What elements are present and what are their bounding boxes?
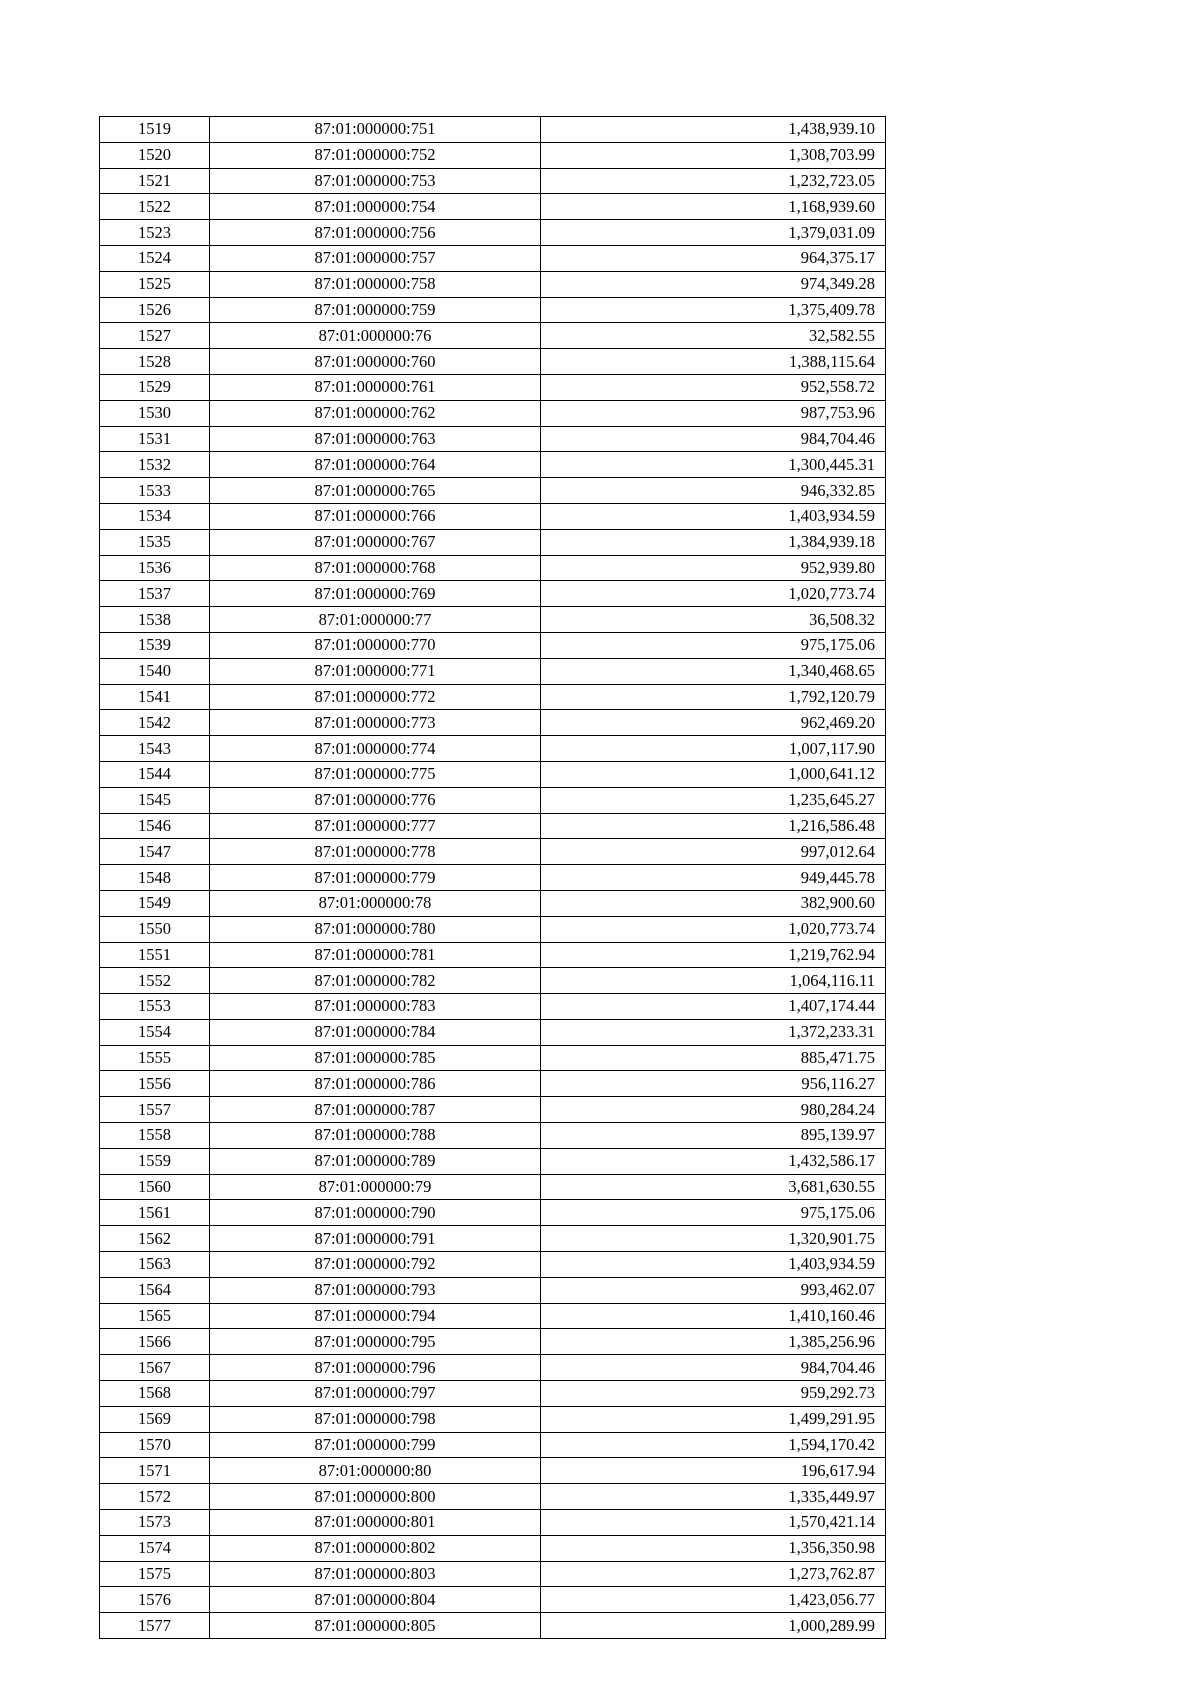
row-number-cell: 1577 <box>100 1613 210 1639</box>
cadastral-number-cell: 87:01:000000:754 <box>210 194 541 220</box>
table-row <box>100 323 886 349</box>
cadastral-value-cell: 1,020,773.74 <box>541 916 886 942</box>
cadastral-number-cell: 87:01:000000:759 <box>210 297 541 323</box>
row-number-cell: 1547 <box>100 839 210 865</box>
cadastral-value-cell: 1,372,233.31 <box>541 1019 886 1045</box>
cadastral-number-cell: 87:01:000000:781 <box>210 942 541 968</box>
row-number-cell: 1551 <box>100 942 210 968</box>
cadastral-value-cell: 952,939.80 <box>541 555 886 581</box>
cadastral-number-cell: 87:01:000000:76 <box>210 323 541 349</box>
row-number-cell: 1576 <box>100 1587 210 1613</box>
cadastral-number-cell: 87:01:000000:760 <box>210 349 541 375</box>
table-row <box>100 994 886 1020</box>
cadastral-value-cell: 382,900.60 <box>541 890 886 916</box>
row-number-cell: 1520 <box>100 142 210 168</box>
table-row <box>100 503 886 529</box>
row-number-cell: 1540 <box>100 658 210 684</box>
table-body <box>100 117 886 1639</box>
table-row <box>100 1406 886 1432</box>
row-number-cell: 1565 <box>100 1303 210 1329</box>
row-number-cell: 1538 <box>100 607 210 633</box>
table-row <box>100 813 886 839</box>
cadastral-value-cell: 196,617.94 <box>541 1458 886 1484</box>
cadastral-value-cell: 1,340,468.65 <box>541 658 886 684</box>
cadastral-number-cell: 87:01:000000:805 <box>210 1613 541 1639</box>
cadastral-value-cell: 997,012.64 <box>541 839 886 865</box>
row-number-cell: 1569 <box>100 1406 210 1432</box>
row-number-cell: 1526 <box>100 297 210 323</box>
row-number-cell: 1552 <box>100 968 210 994</box>
cadastral-number-cell: 87:01:000000:788 <box>210 1123 541 1149</box>
row-number-cell: 1535 <box>100 529 210 555</box>
cadastral-number-cell: 87:01:000000:751 <box>210 117 541 143</box>
cadastral-value-cell: 1,219,762.94 <box>541 942 886 968</box>
cadastral-number-cell: 87:01:000000:804 <box>210 1587 541 1613</box>
row-number-cell: 1541 <box>100 684 210 710</box>
table-row <box>100 865 886 891</box>
cadastral-value-cell: 1,000,289.99 <box>541 1613 886 1639</box>
cadastral-value-cell: 959,292.73 <box>541 1381 886 1407</box>
row-number-cell: 1563 <box>100 1252 210 1278</box>
cadastral-value-cell: 1,020,773.74 <box>541 581 886 607</box>
table-row <box>100 220 886 246</box>
table-row <box>100 478 886 504</box>
row-number-cell: 1525 <box>100 271 210 297</box>
cadastral-number-cell: 87:01:000000:763 <box>210 426 541 452</box>
row-number-cell: 1522 <box>100 194 210 220</box>
table-row <box>100 452 886 478</box>
table-row <box>100 658 886 684</box>
row-number-cell: 1555 <box>100 1045 210 1071</box>
cadastral-number-cell: 87:01:000000:797 <box>210 1381 541 1407</box>
cadastral-number-cell: 87:01:000000:766 <box>210 503 541 529</box>
cadastral-value-cell: 1,792,120.79 <box>541 684 886 710</box>
table-row <box>100 684 886 710</box>
cadastral-number-cell: 87:01:000000:769 <box>210 581 541 607</box>
table-row <box>100 1484 886 1510</box>
table-row <box>100 839 886 865</box>
cadastral-number-cell: 87:01:000000:765 <box>210 478 541 504</box>
table-row <box>100 374 886 400</box>
table-row <box>100 1355 886 1381</box>
cadastral-value-cell: 975,175.06 <box>541 632 886 658</box>
cadastral-value-cell: 1,216,586.48 <box>541 813 886 839</box>
row-number-cell: 1546 <box>100 813 210 839</box>
cadastral-value-cell: 993,462.07 <box>541 1277 886 1303</box>
row-number-cell: 1566 <box>100 1329 210 1355</box>
table-row <box>100 1200 886 1226</box>
cadastral-value-cell: 1,403,934.59 <box>541 503 886 529</box>
cadastral-number-cell: 87:01:000000:777 <box>210 813 541 839</box>
cadastral-value-cell: 1,000,641.12 <box>541 761 886 787</box>
cadastral-number-cell: 87:01:000000:801 <box>210 1510 541 1536</box>
cadastral-number-cell: 87:01:000000:761 <box>210 374 541 400</box>
cadastral-number-cell: 87:01:000000:775 <box>210 761 541 787</box>
row-number-cell: 1572 <box>100 1484 210 1510</box>
row-number-cell: 1530 <box>100 400 210 426</box>
cadastral-number-cell: 87:01:000000:772 <box>210 684 541 710</box>
table-row <box>100 1097 886 1123</box>
row-number-cell: 1562 <box>100 1226 210 1252</box>
table-row <box>100 1071 886 1097</box>
cadastral-number-cell: 87:01:000000:793 <box>210 1277 541 1303</box>
row-number-cell: 1542 <box>100 710 210 736</box>
row-number-cell: 1548 <box>100 865 210 891</box>
cadastral-number-cell: 87:01:000000:758 <box>210 271 541 297</box>
cadastral-number-cell: 87:01:000000:802 <box>210 1535 541 1561</box>
table-row <box>100 1148 886 1174</box>
cadastral-value-cell: 952,558.72 <box>541 374 886 400</box>
cadastral-value-cell: 1,320,901.75 <box>541 1226 886 1252</box>
row-number-cell: 1537 <box>100 581 210 607</box>
row-number-cell: 1568 <box>100 1381 210 1407</box>
table-row <box>100 245 886 271</box>
table-row <box>100 271 886 297</box>
table-row <box>100 1123 886 1149</box>
table-row <box>100 1303 886 1329</box>
table-row <box>100 1535 886 1561</box>
cadastral-number-cell: 87:01:000000:773 <box>210 710 541 736</box>
cadastral-number-cell: 87:01:000000:785 <box>210 1045 541 1071</box>
table-row <box>100 1226 886 1252</box>
cadastral-number-cell: 87:01:000000:798 <box>210 1406 541 1432</box>
cadastral-value-cell: 987,753.96 <box>541 400 886 426</box>
cadastral-value-cell: 1,007,117.90 <box>541 736 886 762</box>
cadastral-number-cell: 87:01:000000:80 <box>210 1458 541 1484</box>
row-number-cell: 1529 <box>100 374 210 400</box>
table-row <box>100 1329 886 1355</box>
row-number-cell: 1543 <box>100 736 210 762</box>
cadastral-number-cell: 87:01:000000:757 <box>210 245 541 271</box>
cadastral-number-cell: 87:01:000000:752 <box>210 142 541 168</box>
cadastral-number-cell: 87:01:000000:779 <box>210 865 541 891</box>
cadastral-value-table <box>99 116 886 1639</box>
table-row <box>100 890 886 916</box>
cadastral-number-cell: 87:01:000000:776 <box>210 787 541 813</box>
cadastral-value-cell: 1,407,174.44 <box>541 994 886 1020</box>
row-number-cell: 1523 <box>100 220 210 246</box>
row-number-cell: 1557 <box>100 1097 210 1123</box>
cadastral-value-cell: 1,388,115.64 <box>541 349 886 375</box>
cadastral-number-cell: 87:01:000000:78 <box>210 890 541 916</box>
cadastral-number-cell: 87:01:000000:790 <box>210 1200 541 1226</box>
cadastral-number-cell: 87:01:000000:787 <box>210 1097 541 1123</box>
table-row <box>100 555 886 581</box>
row-number-cell: 1528 <box>100 349 210 375</box>
cadastral-number-cell: 87:01:000000:796 <box>210 1355 541 1381</box>
row-number-cell: 1573 <box>100 1510 210 1536</box>
row-number-cell: 1553 <box>100 994 210 1020</box>
table-row <box>100 426 886 452</box>
cadastral-value-cell: 1,232,723.05 <box>541 168 886 194</box>
row-number-cell: 1536 <box>100 555 210 581</box>
table-row <box>100 1381 886 1407</box>
row-number-cell: 1556 <box>100 1071 210 1097</box>
table-row <box>100 916 886 942</box>
cadastral-value-cell: 1,410,160.46 <box>541 1303 886 1329</box>
row-number-cell: 1558 <box>100 1123 210 1149</box>
row-number-cell: 1532 <box>100 452 210 478</box>
row-number-cell: 1524 <box>100 245 210 271</box>
cadastral-value-cell: 1,423,056.77 <box>541 1587 886 1613</box>
row-number-cell: 1554 <box>100 1019 210 1045</box>
table-row <box>100 710 886 736</box>
table-row <box>100 1252 886 1278</box>
cadastral-value-cell: 1,273,762.87 <box>541 1561 886 1587</box>
table-row <box>100 1510 886 1536</box>
table-row <box>100 1458 886 1484</box>
table-row <box>100 1174 886 1200</box>
table-row <box>100 607 886 633</box>
cadastral-number-cell: 87:01:000000:764 <box>210 452 541 478</box>
cadastral-value-cell: 3,681,630.55 <box>541 1174 886 1200</box>
cadastral-value-cell: 949,445.78 <box>541 865 886 891</box>
cadastral-number-cell: 87:01:000000:778 <box>210 839 541 865</box>
cadastral-value-cell: 962,469.20 <box>541 710 886 736</box>
row-number-cell: 1570 <box>100 1432 210 1458</box>
row-number-cell: 1549 <box>100 890 210 916</box>
table-row <box>100 1587 886 1613</box>
cadastral-number-cell: 87:01:000000:77 <box>210 607 541 633</box>
cadastral-value-cell: 964,375.17 <box>541 245 886 271</box>
row-number-cell: 1533 <box>100 478 210 504</box>
cadastral-value-cell: 1,379,031.09 <box>541 220 886 246</box>
cadastral-number-cell: 87:01:000000:792 <box>210 1252 541 1278</box>
table-row <box>100 632 886 658</box>
row-number-cell: 1545 <box>100 787 210 813</box>
cadastral-number-cell: 87:01:000000:783 <box>210 994 541 1020</box>
cadastral-value-cell: 1,499,291.95 <box>541 1406 886 1432</box>
row-number-cell: 1559 <box>100 1148 210 1174</box>
cadastral-value-cell: 1,308,703.99 <box>541 142 886 168</box>
cadastral-value-cell: 1,300,445.31 <box>541 452 886 478</box>
table-row <box>100 1561 886 1587</box>
cadastral-number-cell: 87:01:000000:794 <box>210 1303 541 1329</box>
cadastral-value-cell: 1,403,934.59 <box>541 1252 886 1278</box>
table-row <box>100 761 886 787</box>
cadastral-number-cell: 87:01:000000:786 <box>210 1071 541 1097</box>
cadastral-number-cell: 87:01:000000:771 <box>210 658 541 684</box>
cadastral-number-cell: 87:01:000000:780 <box>210 916 541 942</box>
table-row <box>100 297 886 323</box>
row-number-cell: 1519 <box>100 117 210 143</box>
row-number-cell: 1560 <box>100 1174 210 1200</box>
cadastral-value-cell: 36,508.32 <box>541 607 886 633</box>
table-row <box>100 1432 886 1458</box>
table-row <box>100 736 886 762</box>
row-number-cell: 1544 <box>100 761 210 787</box>
table-row <box>100 168 886 194</box>
cadastral-value-cell: 895,139.97 <box>541 1123 886 1149</box>
cadastral-value-cell: 974,349.28 <box>541 271 886 297</box>
cadastral-value-cell: 1,375,409.78 <box>541 297 886 323</box>
row-number-cell: 1531 <box>100 426 210 452</box>
cadastral-value-cell: 946,332.85 <box>541 478 886 504</box>
cadastral-value-cell: 1,168,939.60 <box>541 194 886 220</box>
table-row <box>100 1045 886 1071</box>
cadastral-value-cell: 1,432,586.17 <box>541 1148 886 1174</box>
cadastral-number-cell: 87:01:000000:784 <box>210 1019 541 1045</box>
cadastral-number-cell: 87:01:000000:800 <box>210 1484 541 1510</box>
cadastral-number-cell: 87:01:000000:753 <box>210 168 541 194</box>
table-row <box>100 529 886 555</box>
table-row <box>100 1277 886 1303</box>
cadastral-value-cell: 984,704.46 <box>541 1355 886 1381</box>
cadastral-value-cell: 956,116.27 <box>541 1071 886 1097</box>
cadastral-value-cell: 1,356,350.98 <box>541 1535 886 1561</box>
row-number-cell: 1564 <box>100 1277 210 1303</box>
cadastral-value-cell: 1,438,939.10 <box>541 117 886 143</box>
table-row <box>100 400 886 426</box>
row-number-cell: 1539 <box>100 632 210 658</box>
table-row <box>100 194 886 220</box>
row-number-cell: 1521 <box>100 168 210 194</box>
cadastral-number-cell: 87:01:000000:803 <box>210 1561 541 1587</box>
table-row <box>100 142 886 168</box>
table-row <box>100 1019 886 1045</box>
cadastral-value-cell: 885,471.75 <box>541 1045 886 1071</box>
table-row <box>100 1613 886 1639</box>
table-row <box>100 349 886 375</box>
cadastral-number-cell: 87:01:000000:770 <box>210 632 541 658</box>
cadastral-number-cell: 87:01:000000:762 <box>210 400 541 426</box>
row-number-cell: 1571 <box>100 1458 210 1484</box>
cadastral-number-cell: 87:01:000000:791 <box>210 1226 541 1252</box>
table-row <box>100 581 886 607</box>
cadastral-number-cell: 87:01:000000:799 <box>210 1432 541 1458</box>
cadastral-value-cell: 980,284.24 <box>541 1097 886 1123</box>
cadastral-number-cell: 87:01:000000:789 <box>210 1148 541 1174</box>
row-number-cell: 1534 <box>100 503 210 529</box>
row-number-cell: 1561 <box>100 1200 210 1226</box>
cadastral-number-cell: 87:01:000000:782 <box>210 968 541 994</box>
cadastral-value-cell: 1,594,170.42 <box>541 1432 886 1458</box>
cadastral-value-cell: 984,704.46 <box>541 426 886 452</box>
cadastral-number-cell: 87:01:000000:795 <box>210 1329 541 1355</box>
row-number-cell: 1527 <box>100 323 210 349</box>
row-number-cell: 1567 <box>100 1355 210 1381</box>
cadastral-value-cell: 1,064,116.11 <box>541 968 886 994</box>
cadastral-value-cell: 1,235,645.27 <box>541 787 886 813</box>
cadastral-value-cell: 1,570,421.14 <box>541 1510 886 1536</box>
row-number-cell: 1575 <box>100 1561 210 1587</box>
cadastral-number-cell: 87:01:000000:767 <box>210 529 541 555</box>
row-number-cell: 1550 <box>100 916 210 942</box>
cadastral-number-cell: 87:01:000000:768 <box>210 555 541 581</box>
cadastral-value-cell: 32,582.55 <box>541 323 886 349</box>
cadastral-value-cell: 975,175.06 <box>541 1200 886 1226</box>
row-number-cell: 1574 <box>100 1535 210 1561</box>
table-row <box>100 787 886 813</box>
table-row <box>100 117 886 143</box>
cadastral-value-cell: 1,385,256.96 <box>541 1329 886 1355</box>
table-row <box>100 968 886 994</box>
cadastral-value-cell: 1,335,449.97 <box>541 1484 886 1510</box>
table-row <box>100 942 886 968</box>
cadastral-value-cell: 1,384,939.18 <box>541 529 886 555</box>
cadastral-number-cell: 87:01:000000:756 <box>210 220 541 246</box>
cadastral-number-cell: 87:01:000000:774 <box>210 736 541 762</box>
cadastral-number-cell: 87:01:000000:79 <box>210 1174 541 1200</box>
